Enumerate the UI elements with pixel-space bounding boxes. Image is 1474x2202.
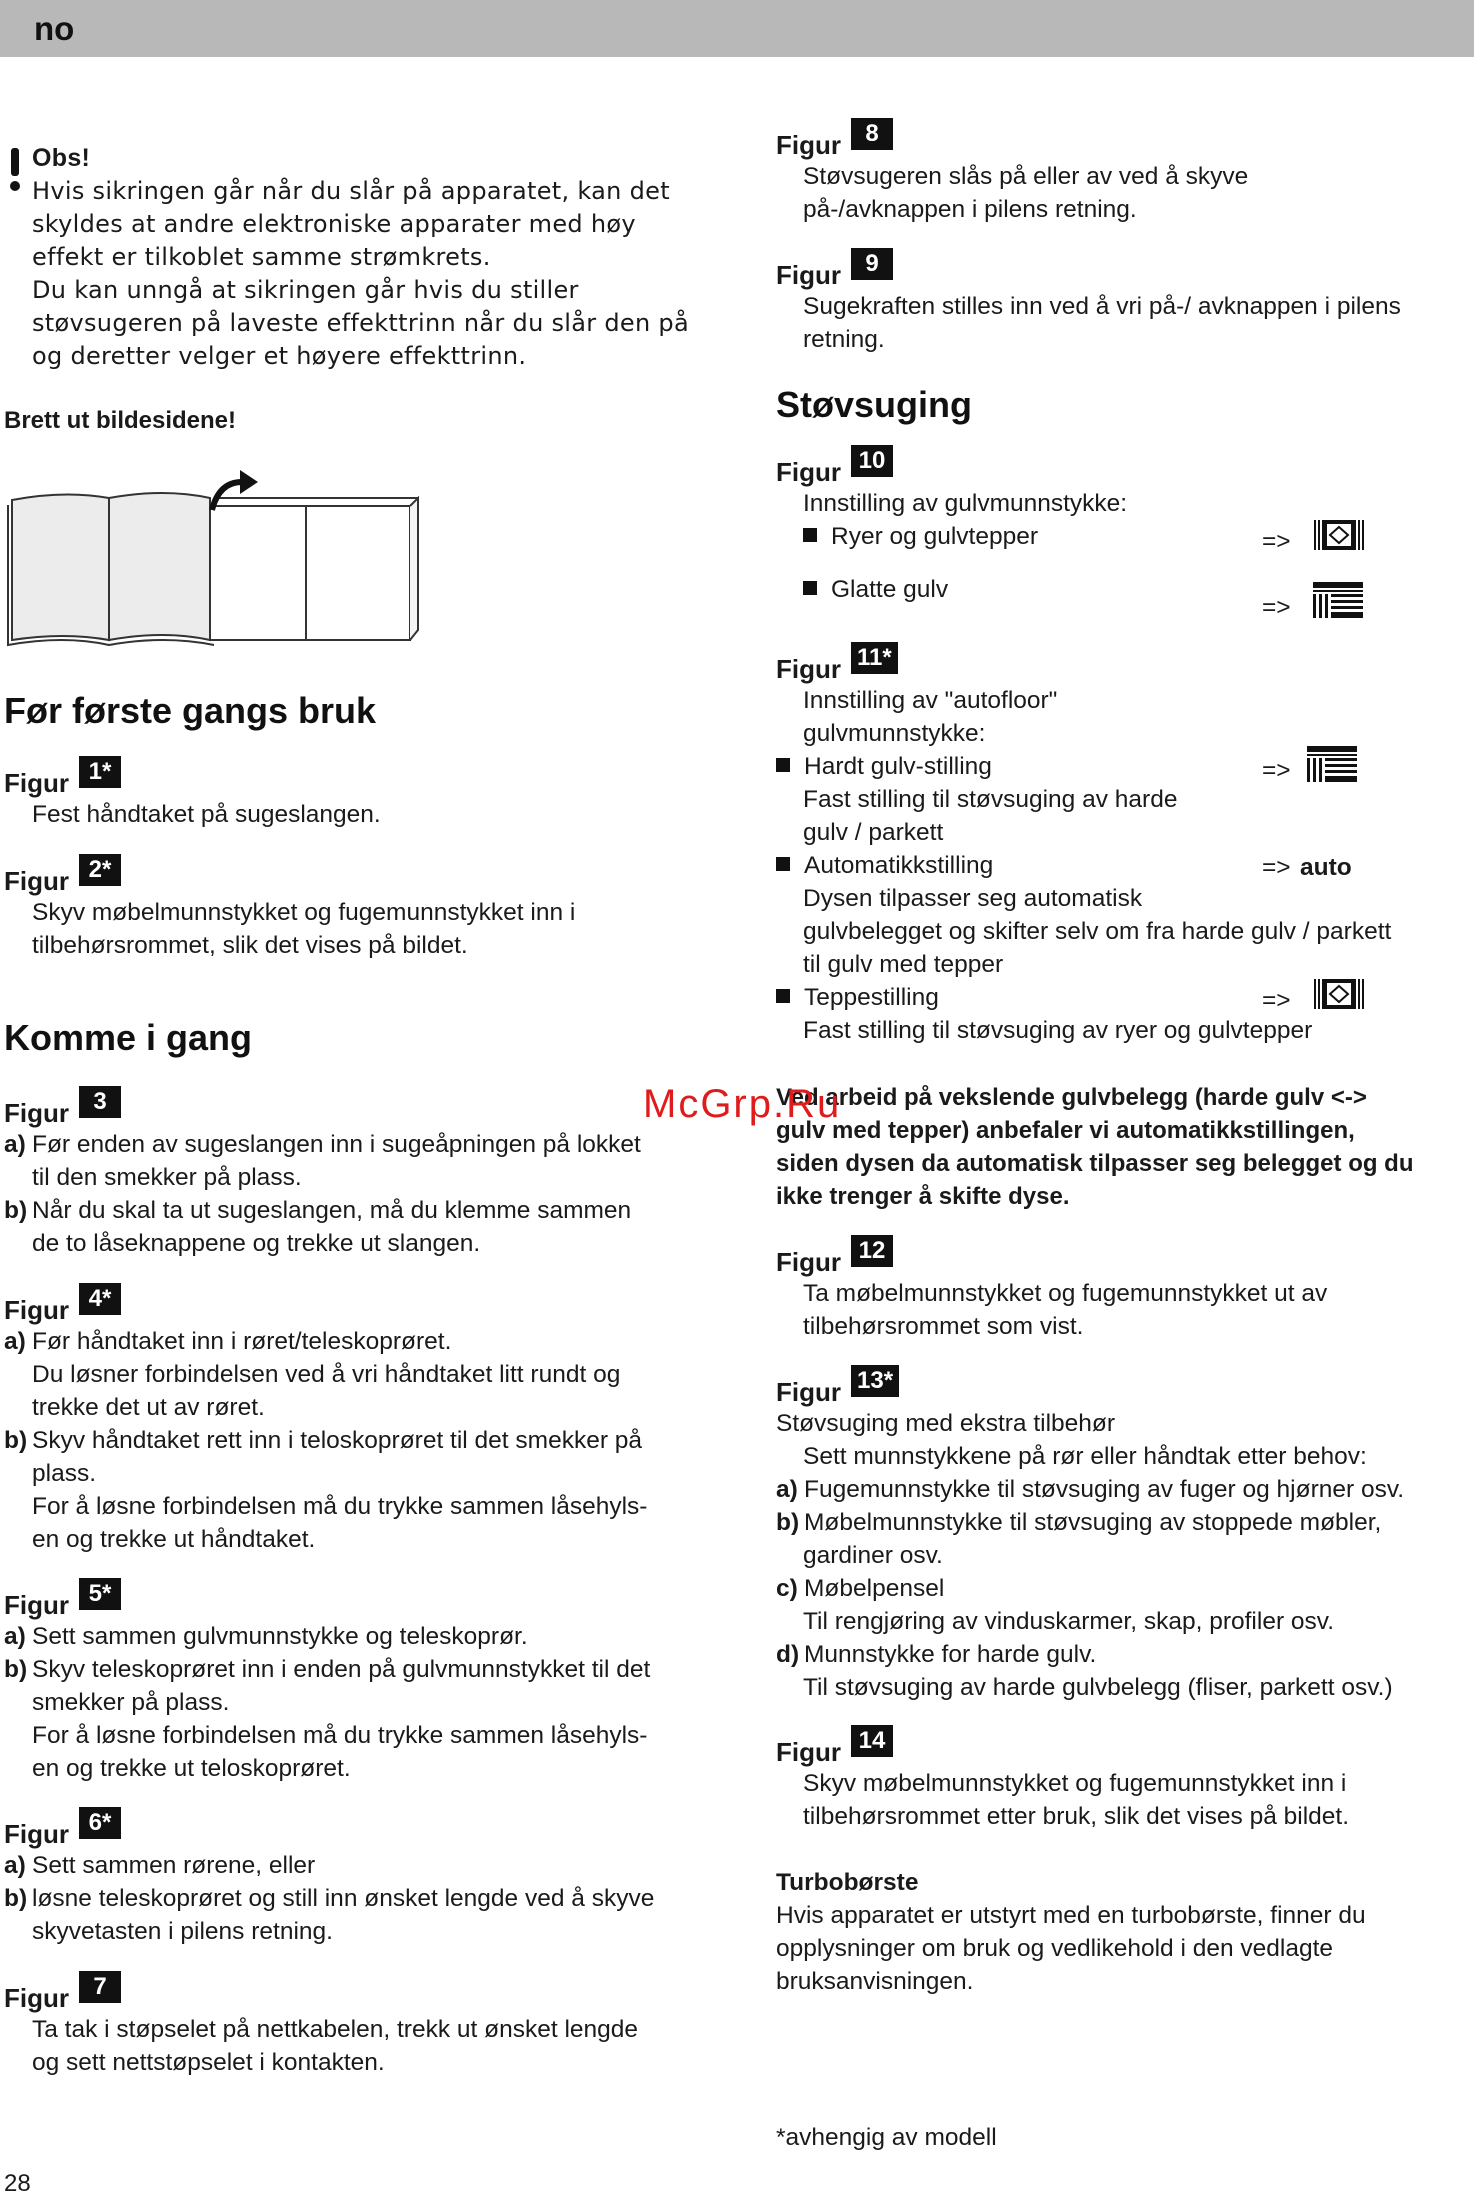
figure-13 [776,1367,1466,1704]
hard-floor-mode-icon [1313,582,1363,623]
figure-label: Figur [4,866,69,896]
warning-title: Obs! [32,144,91,172]
figure-label: Figur [776,1737,841,1767]
arrow-text: => [1262,854,1291,881]
language-code: no [34,10,75,47]
step-text: Møbelmunnstykke til støvsuging av stoppede møbler, [804,1509,1382,1536]
step-key: a) [4,1852,26,1879]
figure-9 [776,250,1466,356]
watermark-text: McGrp.Ru [643,1082,842,1126]
figure-label: Figur [776,130,841,160]
warning-box [32,142,712,373]
option-desc: Dysen tilpasser seg automatisk [803,885,1143,912]
turbo-text: opplysninger om bruk og vedlikehold i den vedlagte [776,1935,1334,1962]
figure-text: Innstilling av "autofloor" [803,687,1058,714]
page-number: 28 [4,2170,31,2197]
recommendation-note [776,1081,1466,1213]
section-title-getting-started: Komme i gang [4,1017,253,1058]
figure-text: Sett munnstykkene på rør eller håndtak etter behov: [803,1443,1367,1470]
step-text: Når du skal ta ut sugeslangen, må du klemme sammen [32,1197,632,1224]
figure-3 [4,1088,704,1260]
option-desc: gulv / parkett [803,819,944,846]
turbo-brush-section [776,1866,1466,1998]
figure-number: 3 [79,1086,121,1118]
option-text: Hardt gulv-stilling [804,753,992,780]
arrow-text: => [1262,757,1291,784]
figure-number: 6* [79,1807,121,1839]
step-text: Fugemunnstykke til støvsuging av fuger og hjørner osv. [804,1476,1405,1503]
figure-number: 5* [79,1578,121,1610]
figure-text: tilbehørsrommet som vist. [803,1313,1084,1340]
figure-number: 8 [851,118,893,150]
figure-text: Innstilling av gulvmunnstykke: [803,490,1128,517]
figure-number: 7 [79,1971,121,2003]
figure-number: 10 [851,445,893,477]
step-text: løsne teleskoprøret og still inn ønsket lengde ved å skyve [32,1885,655,1912]
arrow-text: => [1262,987,1291,1014]
figure-text: Støvsugeren slås på eller av ved å skyve [803,163,1249,190]
step-text: Sett sammen rørene, eller [32,1852,316,1879]
figure-text: Ta møbelmunnstykket og fugemunnstykket ut av [803,1280,1328,1307]
step-text: Munnstykke for harde gulv. [804,1641,1097,1668]
figure-text: tilbehørsrommet, slik det vises på bildet. [32,932,468,959]
warning-line: og deretter velger et høyere effekttrinn. [32,342,527,370]
step-text: skyvetasten i pilens retning. [32,1918,333,1945]
option-text: Automatikkstilling [804,852,994,879]
turbo-text: Hvis apparatet er utstyrt med en turbobørste, finner du [776,1902,1366,1929]
option-text: Teppestilling [804,984,939,1011]
fold-out-note: Brett ut bildesidene! [4,407,237,434]
bullet [803,528,817,542]
note-line: Ved arbeid på vekslende gulvbelegg (harde gulv <-> [776,1084,1367,1111]
step-text: Før håndtaket inn i røret/teleskoprøret. [32,1328,452,1355]
step-text: For å løsne forbindelsen må du trykke sammen låsehyls- [32,1722,648,1749]
step-key: d) [776,1641,800,1668]
step-key: a) [4,1131,26,1158]
note-line: gulv med tepper) anbefaler vi automatikkstillingen, [776,1117,1355,1144]
figure-label: Figur [4,1819,69,1849]
turbo-title: Turbobørste [776,1869,919,1896]
option-desc: til gulv med tepper [803,951,1004,978]
bullet [776,857,790,871]
figure-label: Figur [4,1590,69,1620]
option-text: Glatte gulv [831,576,949,603]
step-text: en og trekke ut teloskoprøret. [32,1755,351,1782]
figure-label: Figur [776,654,841,684]
figure-5 [4,1580,704,1785]
figure-6 [4,1809,704,1948]
step-key: c) [776,1575,798,1602]
figure-number: 9 [851,248,893,280]
step-text: Møbelpensel [804,1575,945,1602]
fold-out-pages-icon [4,470,424,650]
arrow-text: => [1262,594,1291,621]
figure-label: Figur [776,1247,841,1277]
auto-mode-value: auto [1300,854,1352,881]
bullet [776,758,790,772]
figure-text: Skyv møbelmunnstykket og fugemunnstykket inn i [32,899,576,926]
figure-text: Sugekraften stilles inn ved å vri på-/ avknappen i pilens [803,293,1401,320]
figure-text: Skyv møbelmunnstykket og fugemunnstykket inn i [803,1770,1347,1797]
arrow-text: => [1262,528,1291,555]
step-key: b) [4,1427,28,1454]
step-text: Skyv håndtaket rett inn i teloskoprøret til det smekker på [32,1427,643,1454]
warning-line: skyldes at andre elektroniske apparater med høy [32,210,636,238]
section-title-first-use: Før første gangs bruk [4,690,377,731]
step-text: Sett sammen gulvmunnstykke og teleskoprør. [32,1623,528,1650]
figure-number: 13* [851,1365,899,1397]
warning-exclamation-icon [8,148,22,194]
step-text: For å løsne forbindelsen må du trykke sammen låsehyls- [32,1493,648,1520]
step-text: plass. [32,1460,97,1487]
step-key: a) [4,1623,26,1650]
figure-text: Fest håndtaket på sugeslangen. [32,801,381,828]
step-text: Før enden av sugeslangen inn i sugeåpningen på lokket [32,1131,641,1158]
figure-text: og sett nettstøpselet i kontakten. [32,2049,385,2076]
figure-text: tilbehørsrommet etter bruk, slik det vises på bildet. [803,1803,1350,1830]
figure-label: Figur [776,457,841,487]
step-key: a) [4,1328,26,1355]
option-desc: gulvbelegget og skifter selv om fra harde gulv / parkett [803,918,1392,945]
note-line: ikke trenger å skifte dyse. [776,1183,1070,1210]
carpet-mode-icon [1313,977,1365,1016]
option-desc: Fast stilling til støvsuging av ryer og gulvtepper [803,1017,1313,1044]
figure-14 [776,1727,1466,1833]
hard-floor-mode-icon [1307,746,1357,787]
figure-text: Støvsuging med ekstra tilbehør [776,1410,1116,1437]
figure-4 [4,1285,704,1556]
footnote: *avhengig av modell [776,2124,997,2151]
figure-label: Figur [4,1295,69,1325]
figure-number: 11* [851,642,898,674]
note-line: siden dysen da automatisk tilpasser seg belegget og du [776,1150,1414,1177]
figure-number: 1* [79,756,121,788]
step-text: Til støvsuging av harde gulvbelegg (fliser, parkett osv.) [803,1674,1393,1701]
figure-7 [4,1973,704,2079]
step-text: til den smekker på plass. [32,1164,302,1191]
section-title-vacuuming: Støvsuging [776,384,972,425]
header-bar [0,0,1474,57]
figure-text: gulvmunnstykke: [803,720,986,747]
figure-label: Figur [4,1983,69,2013]
step-text: smekker på plass. [32,1689,230,1716]
figure-number: 2* [79,854,121,886]
figure-number: 12 [851,1235,893,1267]
figure-12 [776,1237,1466,1343]
warning-line: Du kan unngå at sikringen går hvis du stiller [32,276,579,304]
step-text: gardiner osv. [803,1542,943,1569]
figure-number: 4* [79,1283,121,1315]
figure-text: på-/avknappen i pilens retning. [803,196,1137,223]
figure-label: Figur [776,1377,841,1407]
step-text: Skyv teleskoprøret inn i enden på gulvmunnstykket til det [32,1656,651,1683]
step-text: en og trekke ut håndtaket. [32,1526,316,1553]
step-key: b) [4,1197,28,1224]
bullet [776,989,790,1003]
carpet-mode-icon [1313,518,1365,557]
step-key: b) [4,1885,28,1912]
step-key: a) [776,1476,798,1503]
figure-label: Figur [4,768,69,798]
step-key: b) [4,1656,28,1683]
option-desc: Fast stilling til støvsuging av harde [803,786,1178,813]
step-text: trekke det ut av røret. [32,1394,265,1421]
step-text: Til rengjøring av vinduskarmer, skap, profiler osv. [803,1608,1335,1635]
figure-label: Figur [4,1098,69,1128]
warning-line: støvsugeren på laveste effekttrinn når du slår den på [32,309,689,337]
figure-2 [4,856,704,962]
figure-1 [4,758,704,831]
warning-line: Hvis sikringen går når du slår på apparatet, kan det [32,177,670,205]
step-key: b) [776,1509,800,1536]
figure-text: retning. [803,326,885,353]
figure-number: 14 [851,1725,893,1757]
figure-label: Figur [776,260,841,290]
step-text: de to låseknappene og trekke ut slangen. [32,1230,481,1257]
option-text: Ryer og gulvtepper [831,523,1039,550]
warning-line: effekt er tilkoblet samme strømkrets. [32,243,491,271]
figure-8 [776,120,1466,226]
bullet [803,581,817,595]
step-text: Du løsner forbindelsen ved å vri håndtaket litt rundt og [32,1361,621,1388]
figure-text: Ta tak i støpselet på nettkabelen, trekk ut ønsket lengde [32,2016,639,2043]
turbo-text: bruksanvisningen. [776,1968,974,1995]
